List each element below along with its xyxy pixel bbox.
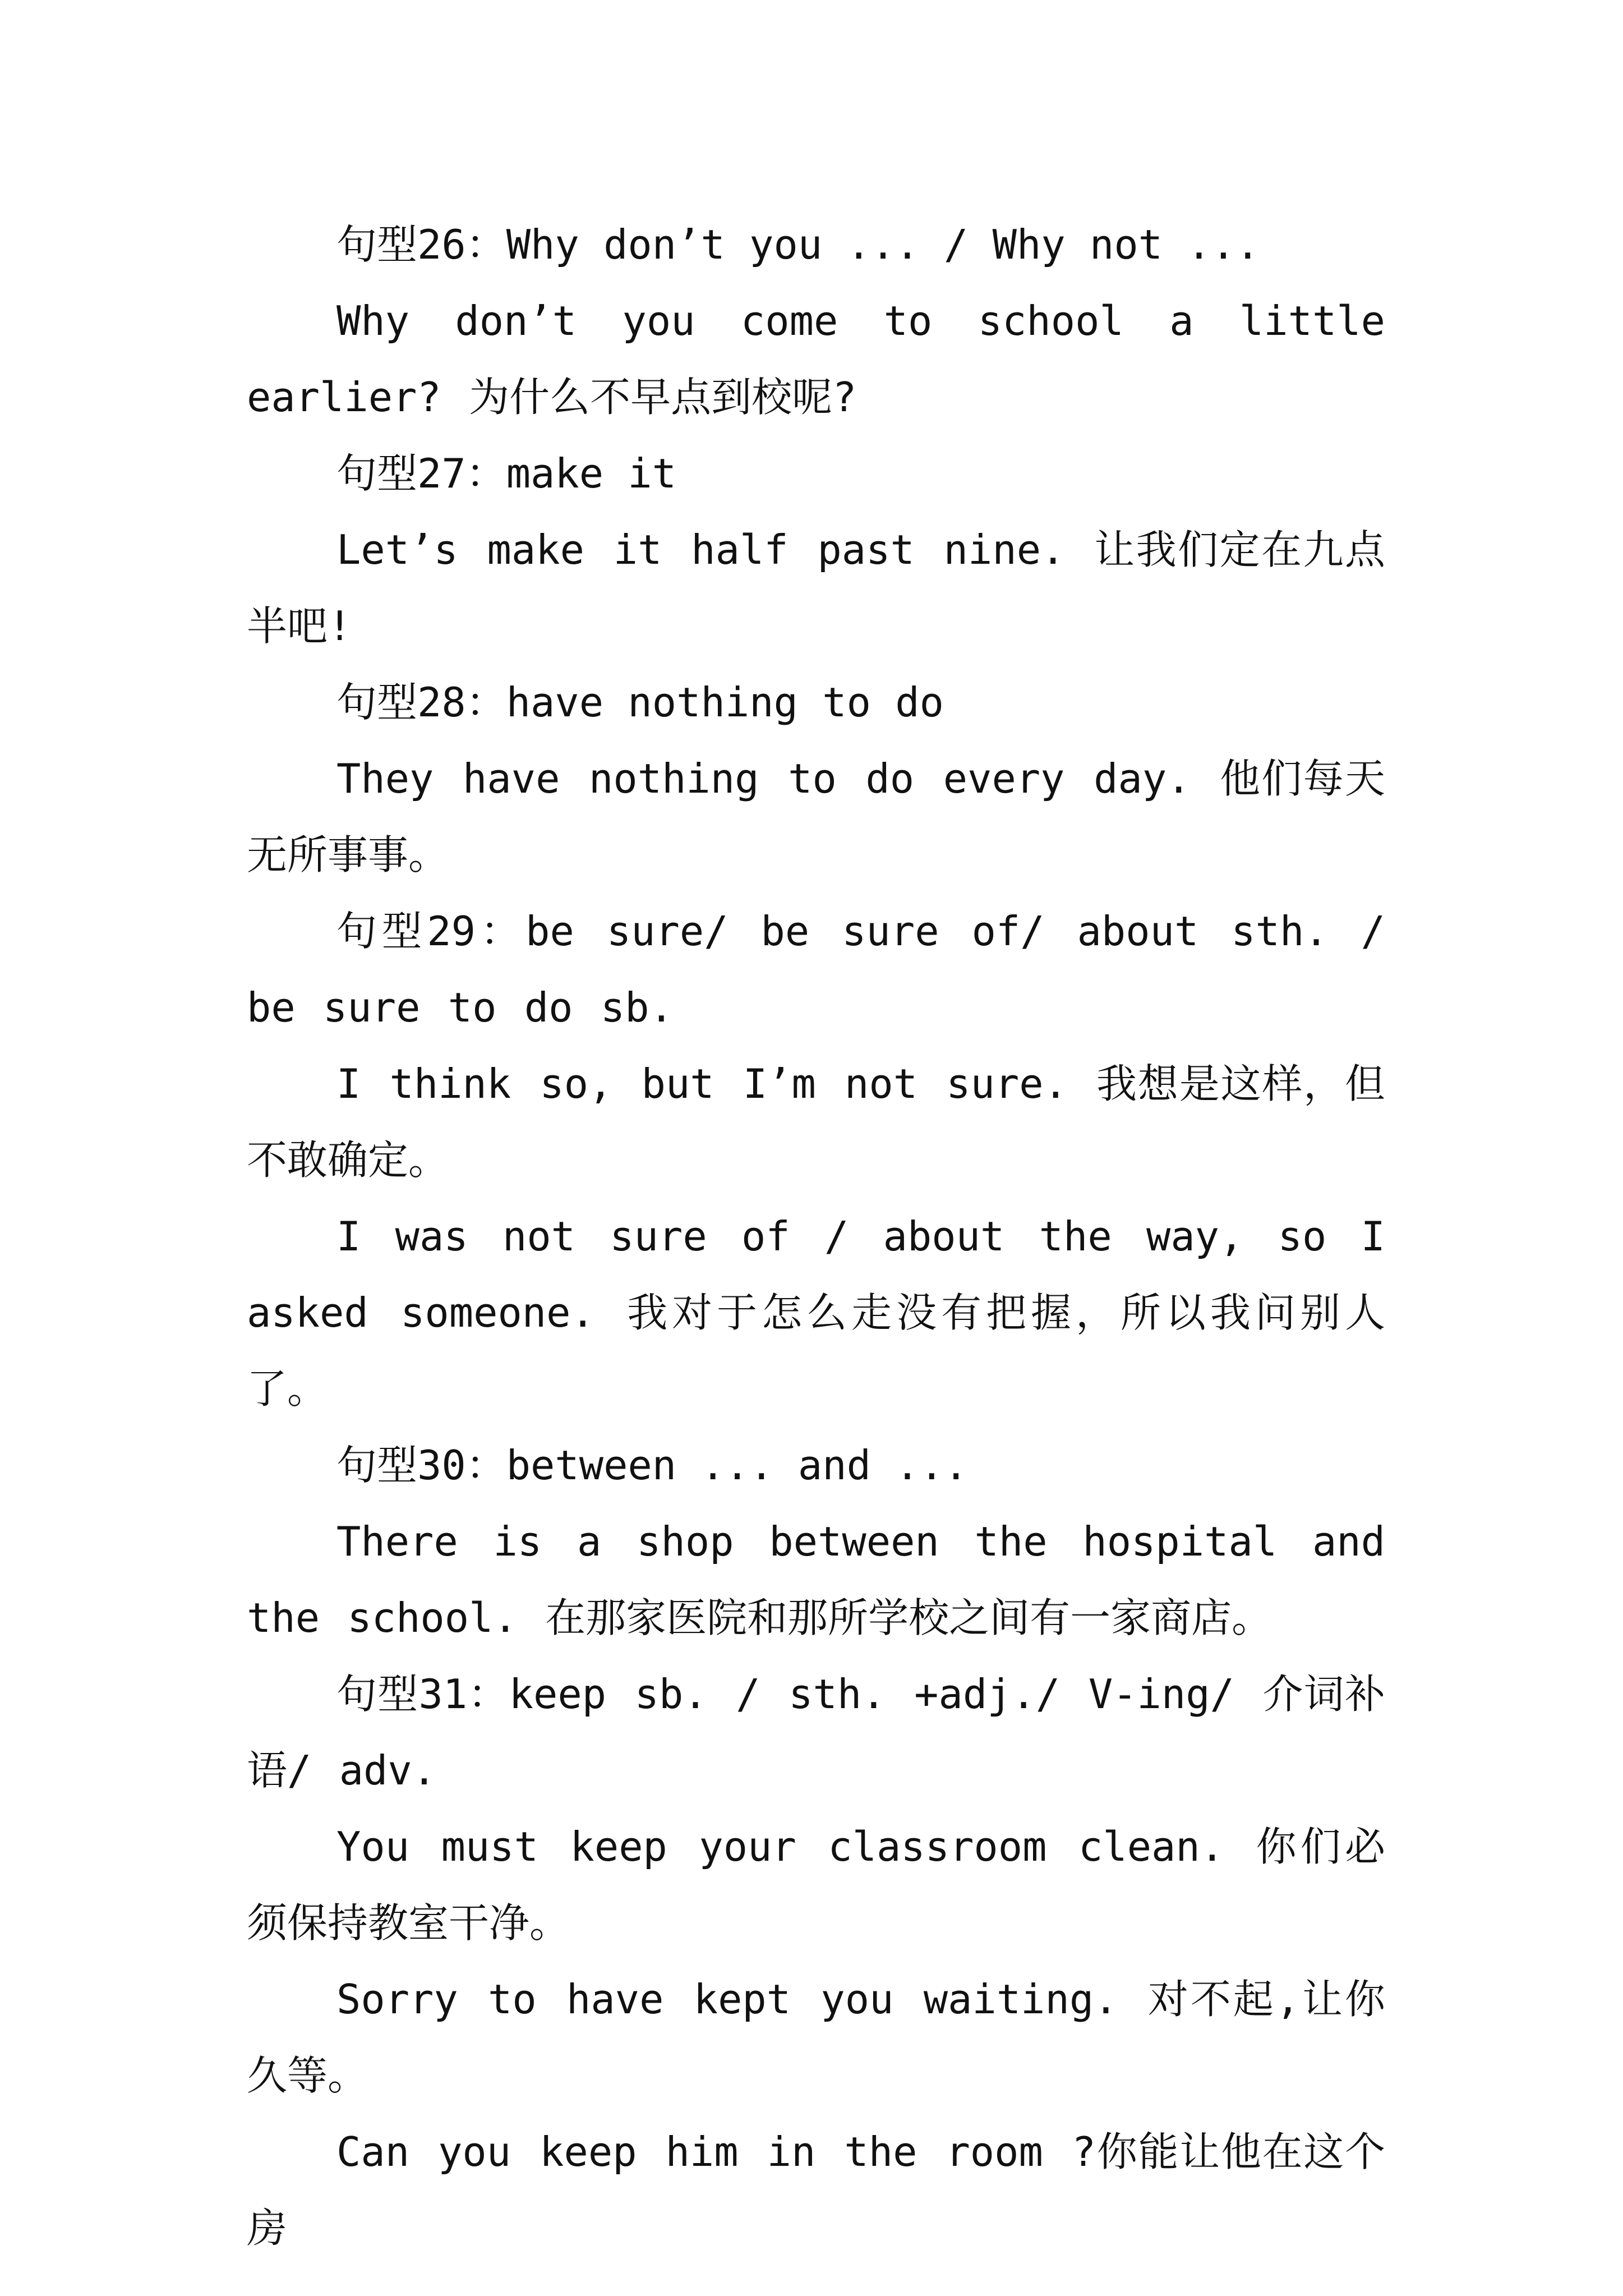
example-sentence: There is a shop between the hospital and the school. 在那家医院和那所学校之间有一家商店。 <box>247 1518 1385 1641</box>
example-sentence: They have nothing to do every day. 他们每天无所事事。 <box>247 755 1385 878</box>
example-sentence: I think so, but I’m not sure. 我想是这样，但不敢确定。 <box>247 1060 1385 1184</box>
example-sentence: I was not sure of / about the way, so I asked someone. 我对于怎么走没有把握，所以我问别人了。 <box>247 1213 1385 1412</box>
sentence-pattern-heading: 句型29：be sure/ be sure of/ about sth. / be sure to do sb. <box>247 908 1385 1031</box>
sentence-pattern-heading: 句型31：keep sb. / sth. +adj./ V-ing/ 介词补语/ adv. <box>247 1671 1385 1794</box>
sentence-pattern-heading: 句型26：Why don’t you ... / Why not ... <box>336 221 1260 268</box>
example-sentence: You must keep your classroom clean. 你们必须保持教室干净。 <box>247 1823 1385 1947</box>
example-sentence: Sorry to have kept you waiting. 对不起,让你久等。 <box>247 1976 1385 2099</box>
sentence-pattern-heading: 句型30：between ... and ... <box>336 1442 969 1489</box>
document-body <box>247 206 1385 2266</box>
sentence-pattern-heading: 句型27：make it <box>336 450 677 497</box>
example-sentence: Why don’t you come to school a little earlier? 为什么不早点到校呢? <box>247 297 1385 421</box>
example-sentence: Let’s make it half past nine. 让我们定在九点半吧! <box>247 526 1385 650</box>
sentence-pattern-heading: 句型28：have nothing to do <box>336 679 944 726</box>
example-sentence: Can you keep him in the room ?你能让他在这个房 <box>247 2128 1385 2252</box>
